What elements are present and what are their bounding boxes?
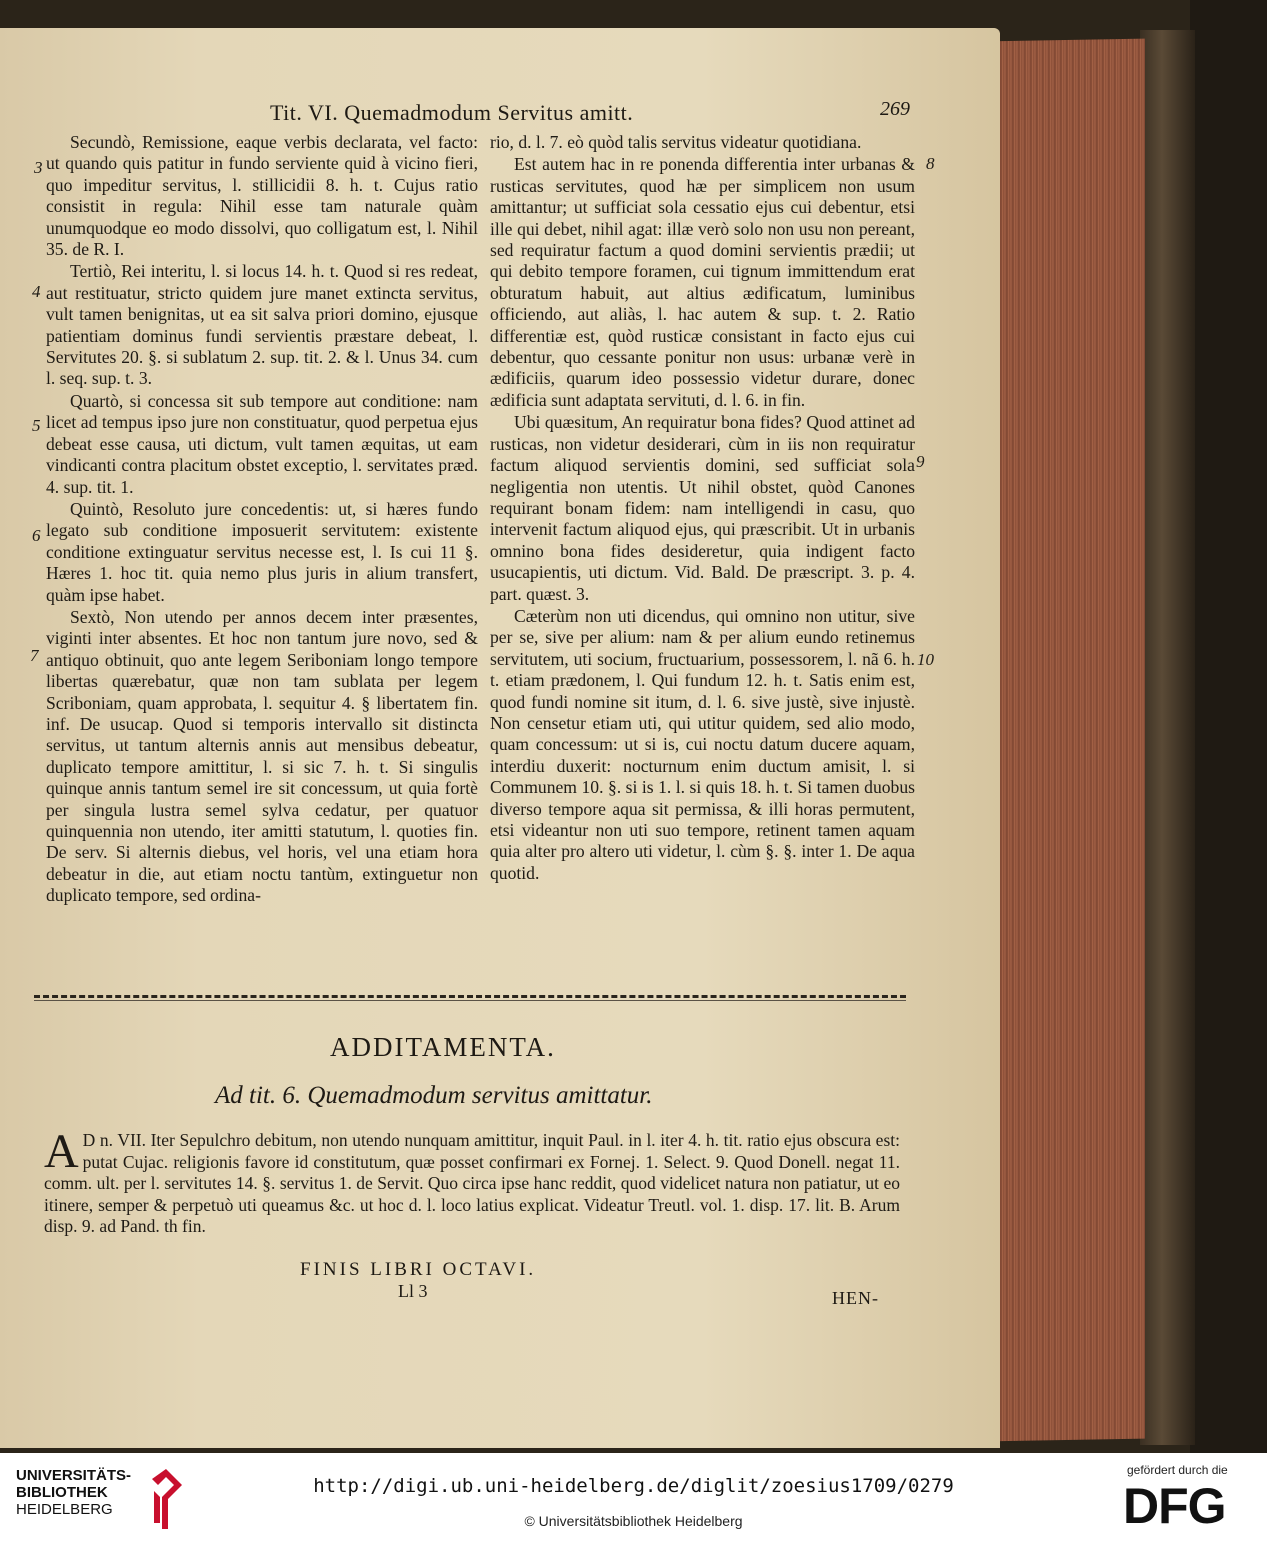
paragraph: Quintò, Resoluto jure concedentis: ut, si hæres fundo legato sub conditione imposuerit servitutem: existente conditione extinguatur servitus necesse est, l. Is cui 11 §. Hæres 1. hoc tit. quia nemo plus juris in alium transfert, quàm ipse habet. <box>46 498 478 605</box>
margin-number: 10 <box>917 650 934 669</box>
left-text-column <box>46 132 478 908</box>
funder-label: gefördert durch die <box>1127 1463 1228 1477</box>
margin-number: 3 <box>34 158 43 177</box>
additamenta-heading: ADDITAMENTA. <box>330 1032 556 1062</box>
paragraph: Quartò, si concessa sit sub tempore aut conditione: nam licet ad tempus ipso jure non constituatur, quod perpetua ejus debeat esse causa, uti dictum, vult tamen æquitas, ut eam vindicanti contra placitum obstet exceptio, l. servitates præd. 4. sup. tit. 1. <box>46 390 478 497</box>
drop-cap: A <box>44 1125 79 1178</box>
margin-number: 7 <box>30 646 39 665</box>
paragraph: Secundò, Remissione, eaque verbis declarata, vel facto: ut quando quis patitur in fundo serviente quid à vicino fieri, quo impeditur servitus, l. stillicidii 8. h. t. Cujus ratio consistit in regula: Nihil esse tam naturale quàm unumquodque eo modo dissolvi, quo colligatum est, l. Nihil 35. de R. I. <box>46 132 478 260</box>
running-head: Tit. VI. Quemadmodum Servitus amitt. <box>270 100 634 125</box>
book-cover-board <box>1190 0 1267 1453</box>
margin-number: 9 <box>916 452 925 471</box>
margin-number: 6 <box>32 526 41 545</box>
paragraph: Sextò, Non utendo per annos decem inter præsentes, viginti inter absentes. Et hoc non tantum jure novo, sed & antiquo obtinuit, quo ante legem Seriboniam longo tempore libertas quærebatur, quæ non tam sublata per legem Scriboniam, quam approbata, l. sequitur 4. § libertatem fin. inf. De usucap. Quod si temporis intervallo sit distincta servitus, ut tantum alternis annis aut mensibus debeatur, duplicato tempore amittitur, l. si sic 7. h. t. Si singulis quinque annis tantum semel ire sit concessum, ut quia fortè per singula lustra semel sylva cedatur, per quatuor quinquennia non utendo, iter amitti statutum, l. quoties fin. De serv. Si alternis diebus, vel horis, vel una etiam hora debeatur in die, aut etiam noctu tantùm, extinguetur non duplicato tempore, sed ordina- <box>46 606 478 906</box>
viewer-footer <box>0 1453 1267 1546</box>
catchword: HEN- <box>832 1288 879 1308</box>
signature-mark: Ll 3 <box>398 1281 428 1301</box>
right-text-column <box>490 132 915 885</box>
additamenta-body: D n. VII. Iter Sepulchro debitum, non utendo nunquam amittitur, inquit Paul. in l. iter 4. h. tit. ratio ejus obscura est: putat Cujac. religionis favore id constitutum, quæ posset confirmari ex Fornej. 1. Select. 9. Quod Donell. negat 11. comm. ult. per l. servitutes 14. §. servitus 1. de Servit. Quo circa ipse hanc reddit, quod videlicet natura non patiatur, ut eo itinere, semper & perpetuò uti queamus &c. ut hoc d. l. loco latius explicat. Videatur Treutl. vol. 1. disp. 17. lit. B. Arum disp. 9. ad Pand. th fin. <box>44 1130 900 1237</box>
library-name-line: BIBLIOTHEK <box>16 1484 108 1501</box>
paragraph: Ubi quæsitum, An requiratur bona fides? Quod attinet ad rusticas, non videtur desiderari, cùm in iis non requiratur factum aliquod servientis domini, sed sufficiat sola negligentia non utentis. Ut nihil obstet, quòd Canones requirant bonam fidem: nam intelligendi in casu, quo intervenit factum aliquod ejus, qui præscribit. Ut in urbanis omnino bona fides desideretur, quia indigent facto usucapientis, uti dictum. Vid. Bald. De præscript. 3. p. 4. part. quæst. 3. <box>490 412 915 604</box>
library-name-line: UNIVERSITÄTS- <box>16 1467 132 1484</box>
paragraph: rio, d. l. 7. eò quòd talis servitus videatur quotidiana. <box>490 132 862 152</box>
paragraph: Cæterùm non uti dicendus, qui omnino non utitur, sive per se, sive per alium: nam & per alium eundo retinemus servitutem, uti socium, fructuarium, possessorem, l. nã 6. h. t. etiam prædonem, l. Qui fundum 12. h. t. Satis enim est, quod fundi nomine sit itum, d. l. 6. sive justè, sive injustè. Non censetur etiam uti, qui utitur quidem, sed alio modo, quam concessum: ut si is, cui noctu datum ducere aquam, interdiu duxerit: nocturnum enim ductum amisit, l. si Communem 10. §. si is 1. l. si quis 18. h. t. Si tamen duobus diverso tempore aqua sit permissa, & illi horas permutent, etsi videantur non uti suo tempore, retinent tamen aquam quia alter pro altero uti videtur, l. cùm §. §. inter 1. De aqua quotid. <box>490 605 915 883</box>
library-city: HEIDELBERG <box>16 1501 113 1518</box>
finis-line: FINIS LIBRI OCTAVI. <box>300 1259 537 1280</box>
margin-number: 4 <box>32 282 41 301</box>
dfg-logo[interactable]: DFG <box>1123 1478 1226 1534</box>
book-fore-edge <box>985 39 1145 1442</box>
additamenta-text <box>44 1125 900 1238</box>
paragraph: Tertiò, Rei interitu, l. si locus 14. h. t. Quod si res redeat, aut restituatur, stricto quidem jure manet extincta servitus, vult tamen benignitas, ut ea sit salva priori domino, ejusque patientiam dominus fundi servientis præstare debeat, l. Servitutes 20. §. si sublatum 2. sup. tit. 2. & l. Unus 34. cum l. seq. sup. t. 3. <box>46 261 478 389</box>
additamenta-subheading: Ad tit. 6. Quemadmodum servitus amittatur. <box>215 1082 653 1109</box>
copyright-notice: © Universitätsbibliothek Heidelberg <box>524 1513 743 1529</box>
permalink-url[interactable]: http://digi.ub.uni-heidelberg.de/diglit/zoesius1709/0279 <box>313 1475 954 1497</box>
margin-number: 8 <box>926 154 935 173</box>
ornamental-rule <box>34 995 906 998</box>
margin-number: 5 <box>32 416 41 435</box>
ornamental-rule-line <box>34 1000 906 1001</box>
page-stack-shadow <box>1140 30 1195 1445</box>
paragraph: Est autem hac in re ponenda differentia inter urbanas & rusticas servitutes, quod hæ per simplicem non usum amittantur; ut sufficiat sola cessatio ejus cui debentur, etsi ille qui debet, nihil agat: illæ verò solo non usu non pereant, sed requiratur factum a quod domini servientis prædii; ut qui debito tempore foramen, cui tignum immittendum erat obturatum habuit, aut altius ædificatum, luminibus officiendo, aut aliàs, l. hac autem & sup. t. 2. Ratio differentiæ est, quòd rusticæ consistant in facto ejus cui debentur, quo cessante ponitur non usus: urbanæ verè in ædificiis, quarum ideo possessio videtur durare, donec ædificia sunt adaptata servituti, d. l. 6. in fin. <box>490 154 915 410</box>
page-number: 269 <box>880 98 910 120</box>
